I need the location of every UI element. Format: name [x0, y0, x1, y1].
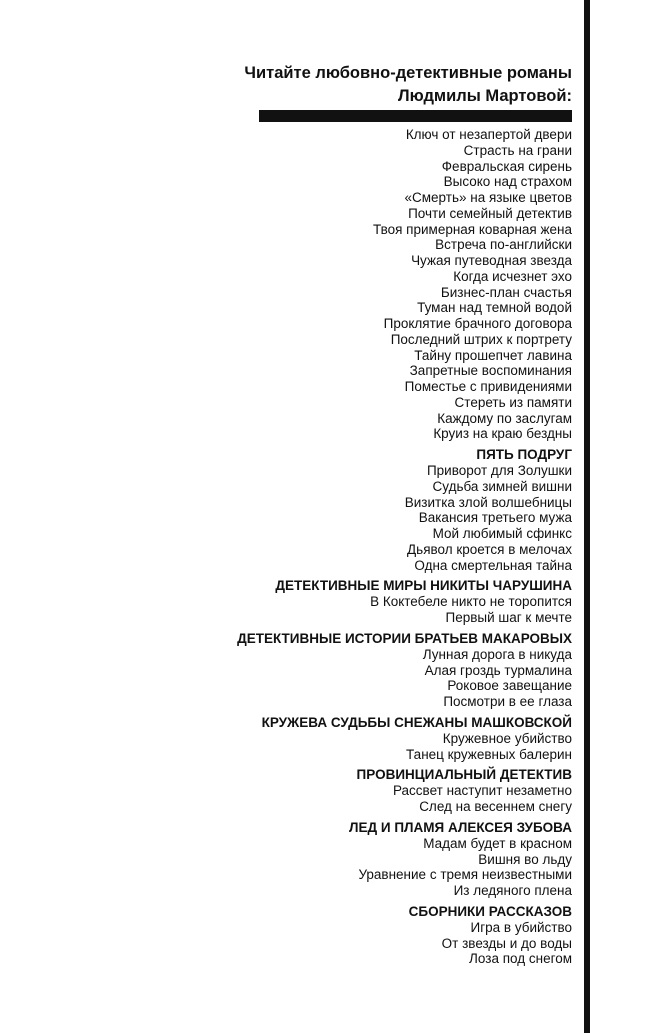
series-title: ДЕТЕКТИВНЫЕ ИСТОРИИ БРАТЬЕВ МАКАРОВЫХ — [237, 630, 572, 646]
series-title: ДЕТЕКТИВНЫЕ МИРЫ НИКИТЫ ЧАРУШИНА — [275, 578, 572, 594]
book-title: Первый шаг к мечте — [445, 610, 572, 625]
book-title: Стереть из памяти — [454, 394, 572, 410]
book-title: Когда исчезнет эхо — [453, 268, 572, 284]
book-series-section — [102, 904, 572, 967]
book-title: Кружевное убийство — [442, 730, 572, 746]
book-title: Вакансия третьего мужа — [418, 510, 572, 526]
heading-line-2: Людмилы Мартовой: — [398, 87, 572, 105]
book-title: От звезды и до воды — [441, 935, 572, 951]
book-title: Чужая путеводная звезда — [411, 253, 572, 268]
book-title: Судьба зимней вишни — [432, 478, 572, 494]
book-title: Страсть на грани — [463, 142, 572, 158]
series-title: ПЯТЬ ПОДРУГ — [476, 447, 572, 462]
book-title: Ключ от незапертой двери — [405, 127, 572, 142]
book-title: Визитка злой волшебницы — [404, 494, 572, 510]
page-heading — [152, 62, 572, 108]
book-title: Рассвет наступит незаметно — [392, 783, 572, 799]
book-title: Вишня во льду — [478, 851, 572, 867]
book-series-section — [102, 578, 572, 626]
book-title: Запретные воспоминания — [409, 363, 572, 379]
book-title: Февральская сирень — [441, 158, 572, 174]
series-title: СБОРНИКИ РАССКАЗОВ — [408, 903, 572, 919]
book-series-section — [102, 631, 572, 710]
book-title: Последний штрих к портрету — [390, 331, 572, 347]
book-title: Роковое завещание — [447, 678, 572, 694]
book-list — [102, 127, 572, 967]
book-title: Проклятие брачного договора — [383, 316, 572, 331]
book-title: Круиз на краю бездны — [433, 426, 572, 442]
book-title: В Коктебеле никто не торопится — [370, 594, 572, 610]
book-title: Лунная дорога в никуда — [422, 646, 572, 662]
book-title: Уравнение с тремя неизвестными — [358, 867, 572, 883]
book-title: Тайну прошепчет лавина — [414, 347, 572, 363]
book-series-section — [102, 127, 572, 442]
book-series-section — [102, 715, 572, 763]
book-title: Посмотри в ее глаза — [443, 694, 572, 709]
book-title: Мадам будет в красном — [423, 835, 572, 851]
book-title: Лоза под снегом — [469, 951, 572, 967]
book-title: Бизнес-план счастья — [440, 284, 572, 300]
book-title: Твоя примерная коварная жена — [372, 221, 572, 237]
book-title: «Смерть» на языке цветов — [404, 190, 572, 205]
heading-line-1: Читайте любовно-детективные романы — [244, 64, 572, 82]
series-title: ПРОВИНЦИАЛЬНЫЙ ДЕТЕКТИВ — [356, 767, 572, 783]
book-series-section — [102, 447, 572, 573]
book-title: Игра в убийство — [470, 919, 572, 935]
page-edge-bar — [584, 0, 590, 1033]
book-title: Высоко над страхом — [443, 174, 572, 190]
book-series-section — [102, 820, 572, 899]
book-title: Каждому по заслугам — [437, 410, 572, 426]
book-title: Мой любимый сфинкс — [432, 526, 572, 541]
book-title: Почти семейный детектив — [408, 205, 572, 221]
book-title: Танец кружевных балерин — [406, 746, 572, 762]
book-title: Одна смертельная тайна — [414, 557, 572, 573]
book-title: Алая гроздь турмалина — [424, 662, 572, 678]
book-title: Приворот для Золушки — [426, 463, 572, 478]
series-title: ЛЕД И ПЛАМЯ АЛЕКСЕЯ ЗУБОВА — [349, 819, 572, 835]
book-title: Туман над темной водой — [417, 300, 572, 316]
book-title: Дьявол кроется в мелочах — [407, 541, 572, 557]
book-title: Встреча по-английски — [435, 237, 572, 253]
book-title: Из ледяного плена — [453, 883, 572, 898]
series-title: КРУЖЕВА СУДЬБЫ СНЕЖАНЫ МАШКОВСКОЙ — [261, 714, 572, 730]
book-title: Поместье с привидениями — [404, 379, 572, 394]
book-title: След на весеннем снегу — [419, 799, 572, 814]
heading-rule — [259, 110, 572, 122]
book-series-section — [102, 767, 572, 815]
